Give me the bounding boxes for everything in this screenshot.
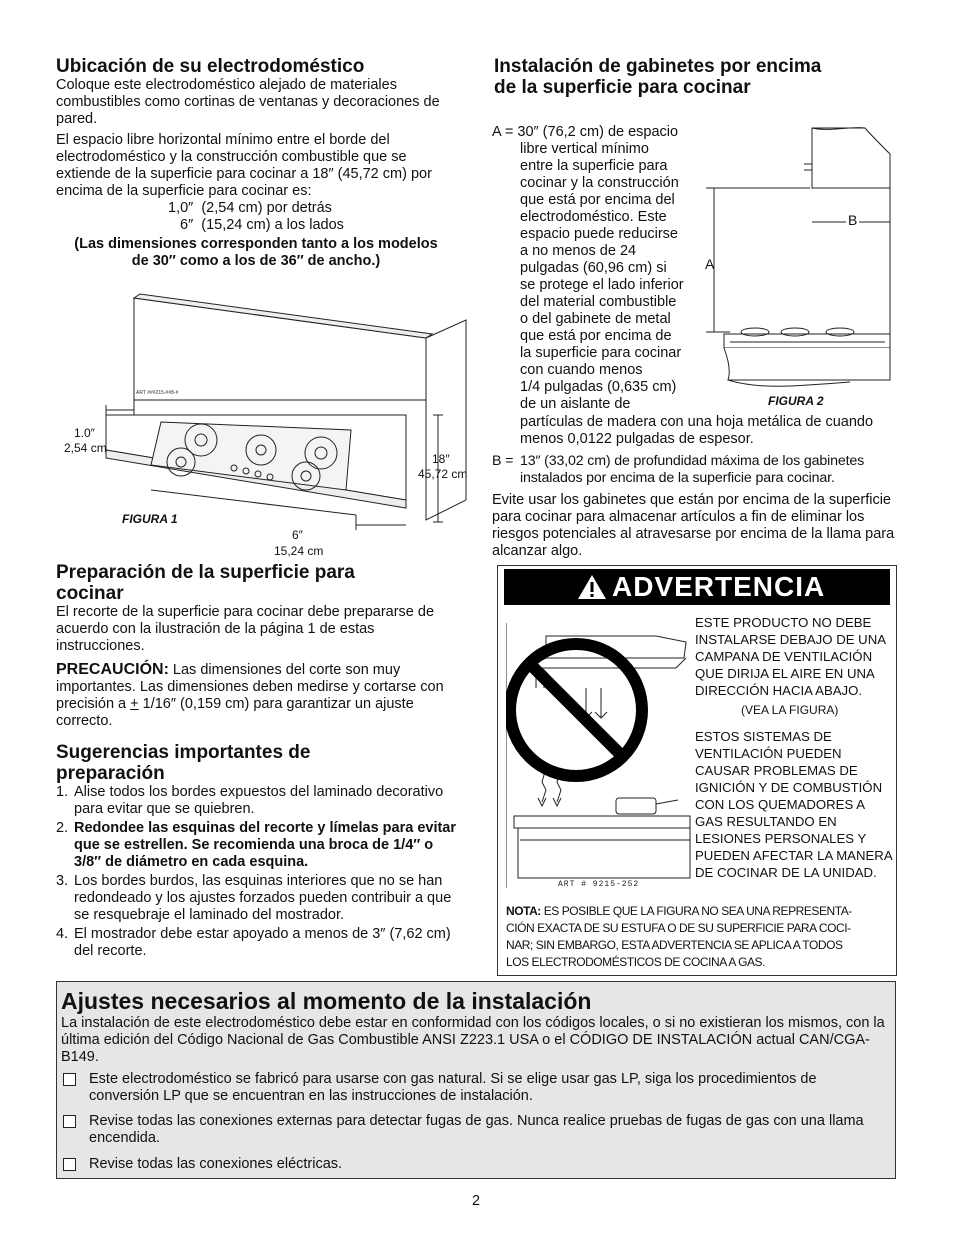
list-number: 1. <box>56 784 69 800</box>
gabinetes-b-label: B = <box>492 453 514 469</box>
gabinetes-a-line: cocinar y la construcción <box>520 175 679 191</box>
heading-preparacion-2: cocinar <box>56 583 124 604</box>
heading-ubicacion: Ubicación de su electrodoméstico <box>56 56 365 77</box>
ubicacion-note-2: de 30″ como a los de 36″ de ancho.) <box>131 253 381 269</box>
nota-line <box>506 903 894 920</box>
ajustes-title: Ajustes necesarios al momento de la instalación <box>61 988 592 1014</box>
list-number: 3. <box>56 873 69 889</box>
section-gabinetes <box>494 56 894 98</box>
advertencia-header <box>504 569 890 605</box>
gabinetes-a-cont-text: partículas de madera con una hoja metálica de cuando menos 0,0122 pulgadas de espesor. <box>520 414 874 447</box>
warn-line: VENTILACIÓN PUEDEN <box>695 746 842 761</box>
gabinetes-a-line: que está por encima del <box>520 192 675 208</box>
list-text: El mostrador debe estar apoyado a menos de 3″ (7,62 cm) del recorte. <box>74 926 451 959</box>
heading-sugerencias-1: Sugerencias importantes de <box>56 742 311 763</box>
gabinetes-a-continuation <box>520 414 896 448</box>
nota-line: NAR; SIN EMBARGO, ESTA ADVERTENCIA SE APLICA A TODOS <box>506 938 843 952</box>
gabinetes-a-line: libre vertical mínimo <box>520 141 649 157</box>
list-text: Alise todos los bordes expuestos del laminado decorativo para evitar que se quiebren. <box>74 784 444 817</box>
advertencia-title: ADVERTENCIA <box>612 571 826 602</box>
gabinetes-a-line: del material combustible <box>520 294 677 310</box>
section-sugerencias <box>56 742 456 960</box>
sugerencias-list <box>56 784 456 960</box>
ubicacion-note-1: (Las dimensiones corresponden tanto a los modelos <box>74 236 438 252</box>
list-item <box>56 784 456 818</box>
gabinetes-b-text <box>492 453 896 487</box>
gabinetes-a-line: espacio puede reducirse <box>520 226 678 242</box>
ajustes-item <box>63 1156 889 1173</box>
gabinetes-b-desc: 13″ (33,02 cm) de profundidad máxima de los gabinetes instalados por encima de la superficie para cocinar. <box>520 453 865 486</box>
checkbox-icon[interactable] <box>63 1158 76 1171</box>
gabinetes-a-line: con cuando menos <box>520 362 643 378</box>
list-item <box>56 820 456 871</box>
ajustes-item <box>63 1071 889 1105</box>
warn-line: CAUSAR PROBLEMAS DE <box>695 763 858 778</box>
fig2-label-b: B <box>848 212 858 228</box>
section-ubicacion <box>56 56 456 270</box>
heading-sugerencias-2: preparación <box>56 763 165 784</box>
warning-triangle-icon <box>576 573 608 601</box>
list-number: 4. <box>56 926 69 942</box>
nota-line: LOS ELECTRODOMÉSTICOS DE COCINA A GAS. <box>506 955 765 969</box>
figura-2 <box>700 124 896 414</box>
gabinetes-a-line: electrodoméstico. Este <box>520 209 667 225</box>
advertencia-box <box>497 565 897 976</box>
gabinetes-evite-text: Evite usar los gabinetes que están por encima de la superficie para cocinar para almacenar artículos a fin de eliminar los riesgos potenciales al atravesarse por encima de la llama para alcanzar algo. <box>492 492 895 559</box>
gabinetes-b-block <box>492 453 896 487</box>
preparacion-p1: El recorte de la superficie para cocinar debe prepararse de acuerdo con la ilustración de la página 1 de estas instrucciones. <box>56 604 435 654</box>
warn-line: QUE DIRIJA EL AIRE EN UNA <box>695 666 875 681</box>
gabinetes-a-line: o del gabinete de metal <box>520 311 671 327</box>
ajustes-box <box>56 981 896 1179</box>
gabinetes-a-line: la superficie para cocinar <box>520 345 682 361</box>
gabinetes-a-line: entre la superficie para <box>520 158 668 174</box>
warn-line: LESIONES PERSONALES Y <box>695 831 867 846</box>
fig2-label-a: A <box>705 256 715 272</box>
heading-gabinetes-1: Instalación de gabinetes por encima <box>494 56 822 77</box>
ajustes-intro: La instalación de este electrodoméstico debe estar en conformidad con los códigos locales, o si no existieran los mismos, con la última edición del Código Nacional de Gas Combustible ANSI Z223.1 USA o el CÓDIGO DE INSTALACIÓN actual CAN/CGA-B149. <box>61 1015 885 1065</box>
list-number: 2. <box>56 820 69 836</box>
preparacion-precaucion <box>56 661 456 730</box>
figura-1-art: ART ###215-##8-# <box>136 390 179 396</box>
ajustes-item <box>63 1113 889 1147</box>
gabinetes-a-line: que está por encima de <box>520 328 672 344</box>
gabinetes-a-line: a no menos de 24 <box>520 243 637 259</box>
gabinetes-a-line: pulgadas (60,96 cm) si <box>520 260 667 276</box>
list-item <box>56 926 456 960</box>
fig2-caption: FIGURA 2 <box>768 394 824 408</box>
warn-line: ESTE PRODUCTO NO DEBE <box>695 615 872 630</box>
figura-1-illustration <box>56 290 476 560</box>
checkbox-icon[interactable] <box>63 1115 76 1128</box>
list-text: Redondee las esquinas del recorte y límelas para evitar que se estrellen. Se recomienda una broca de 1/4″ o 3/8″ de diámetro en cada esquina. <box>74 820 457 870</box>
warn-line: CAMPANA DE VENTILACIÓN <box>695 649 873 664</box>
figura-2-illustration <box>700 124 896 414</box>
ubicacion-dim1: 1,0″ (2,54 cm) por detrás <box>168 200 332 216</box>
fig1-label-1cm: 2,54 cm <box>64 441 107 455</box>
gabinetes-a-line: de un aislante de <box>520 396 631 412</box>
no-downdraft-illustration <box>506 618 692 898</box>
precaucion-label: PRECAUCIÓN: <box>56 661 169 678</box>
gabinetes-a-line: 1/4 pulgadas (0,635 cm) <box>520 379 677 395</box>
list-item <box>56 873 456 924</box>
nota-label: NOTA: <box>506 904 541 918</box>
plus-minus: + <box>130 696 139 712</box>
warn-line: INSTALARSE DEBAJO DE UNA <box>695 632 887 647</box>
warn-line: DE COCINAR DE LA UNIDAD. <box>695 865 877 880</box>
fig1-label-18cm: 45,72 cm <box>418 467 468 481</box>
advertencia-text-1 <box>695 614 893 719</box>
warn-line: GAS RESULTANDO EN <box>695 814 837 829</box>
heading-gabinetes-2: de la superficie para cocinar <box>494 77 751 98</box>
warn-line: DIRECCIÓN HACIA ABAJO. <box>695 683 863 698</box>
ubicacion-dim2: 6″ (15,24 cm) a los lados <box>180 217 344 233</box>
gabinetes-a-line: se protege el lado inferior <box>520 277 684 293</box>
fig1-label-18in: 18″ <box>432 452 450 466</box>
advertencia-text-2 <box>695 728 893 881</box>
advertencia-nota <box>506 903 894 971</box>
ajustes-item-text: Revise todas las conexiones eléctricas. <box>89 1156 343 1172</box>
precaucion-text-b: 1/16″ (0,159 cm) para garantizar un ajuste correcto. <box>56 696 414 729</box>
checkbox-icon[interactable] <box>63 1073 76 1086</box>
precaucion-text-a: Las dimensiones del corte son muy importantes. Las dimensiones deben medirse y cortarse con precisión a <box>56 662 444 712</box>
ubicacion-p2: El espacio libre horizontal mínimo entre el borde del electrodoméstico y la construcción combustible que se extiende de la superficie para cocinar a 18″ (45,72 cm) por encima de la superficie para cocinar es: <box>56 132 432 199</box>
nota-line: CIÓN EXACTA DE SU ESTUFA O DE SU SUPERFICIE PARA COCI- <box>506 921 851 935</box>
advertencia-art: ART # 9215-252 <box>558 880 640 889</box>
list-text: Los bordes burdos, las esquinas interiores que no se han redondeado y los ajustes forzados pueden contribuir a que se resquebraje el laminado del mostrador. <box>74 873 452 923</box>
ajustes-item-text: Este electrodoméstico se fabricó para usarse con gas natural. Si se elige usar gas LP, siga los procedimientos de conversión LP que se encuentran en las instrucciones de instalación. <box>89 1071 817 1104</box>
fig1-label-1in: 1.0″ <box>74 426 95 440</box>
fig1-label-6cm: 15,24 cm <box>274 544 324 558</box>
figura-1 <box>56 290 476 560</box>
fig1-label-6in: 6″ <box>292 528 303 542</box>
fig1-caption: FIGURA 1 <box>122 512 178 526</box>
ajustes-item-text: Revise todas las conexiones externas para detectar fugas de gas. Nunca realice pruebas de fugas de gas con una llama encendida. <box>89 1113 864 1146</box>
warn-line: IGNICIÓN Y DE COMBUSTIÓN <box>695 780 883 795</box>
gabinetes-a-line: A = 30″ (76,2 cm) de espacio <box>492 124 679 140</box>
warn-vea: (VEA LA FIGURA) <box>741 703 839 717</box>
page-number: 2 <box>472 1193 481 1209</box>
section-preparacion <box>56 562 456 730</box>
gabinetes-evite <box>492 492 896 560</box>
gabinetes-a-block <box>492 124 702 413</box>
warn-line: ESTOS SISTEMAS DE <box>695 729 832 744</box>
warn-line: CON LOS QUEMADORES A <box>695 797 866 812</box>
warn-line: PUEDEN AFECTAR LA MANERA <box>695 848 893 863</box>
heading-preparacion-1: Preparación de la superficie para <box>56 562 355 583</box>
nota-text: ES POSIBLE QUE LA FIGURA NO SEA UNA REPRESENTA- <box>540 904 852 918</box>
ubicacion-p1: Coloque este electrodoméstico alejado de materiales combustibles como cortinas de ventanas y decoraciones de pared. <box>56 77 440 127</box>
